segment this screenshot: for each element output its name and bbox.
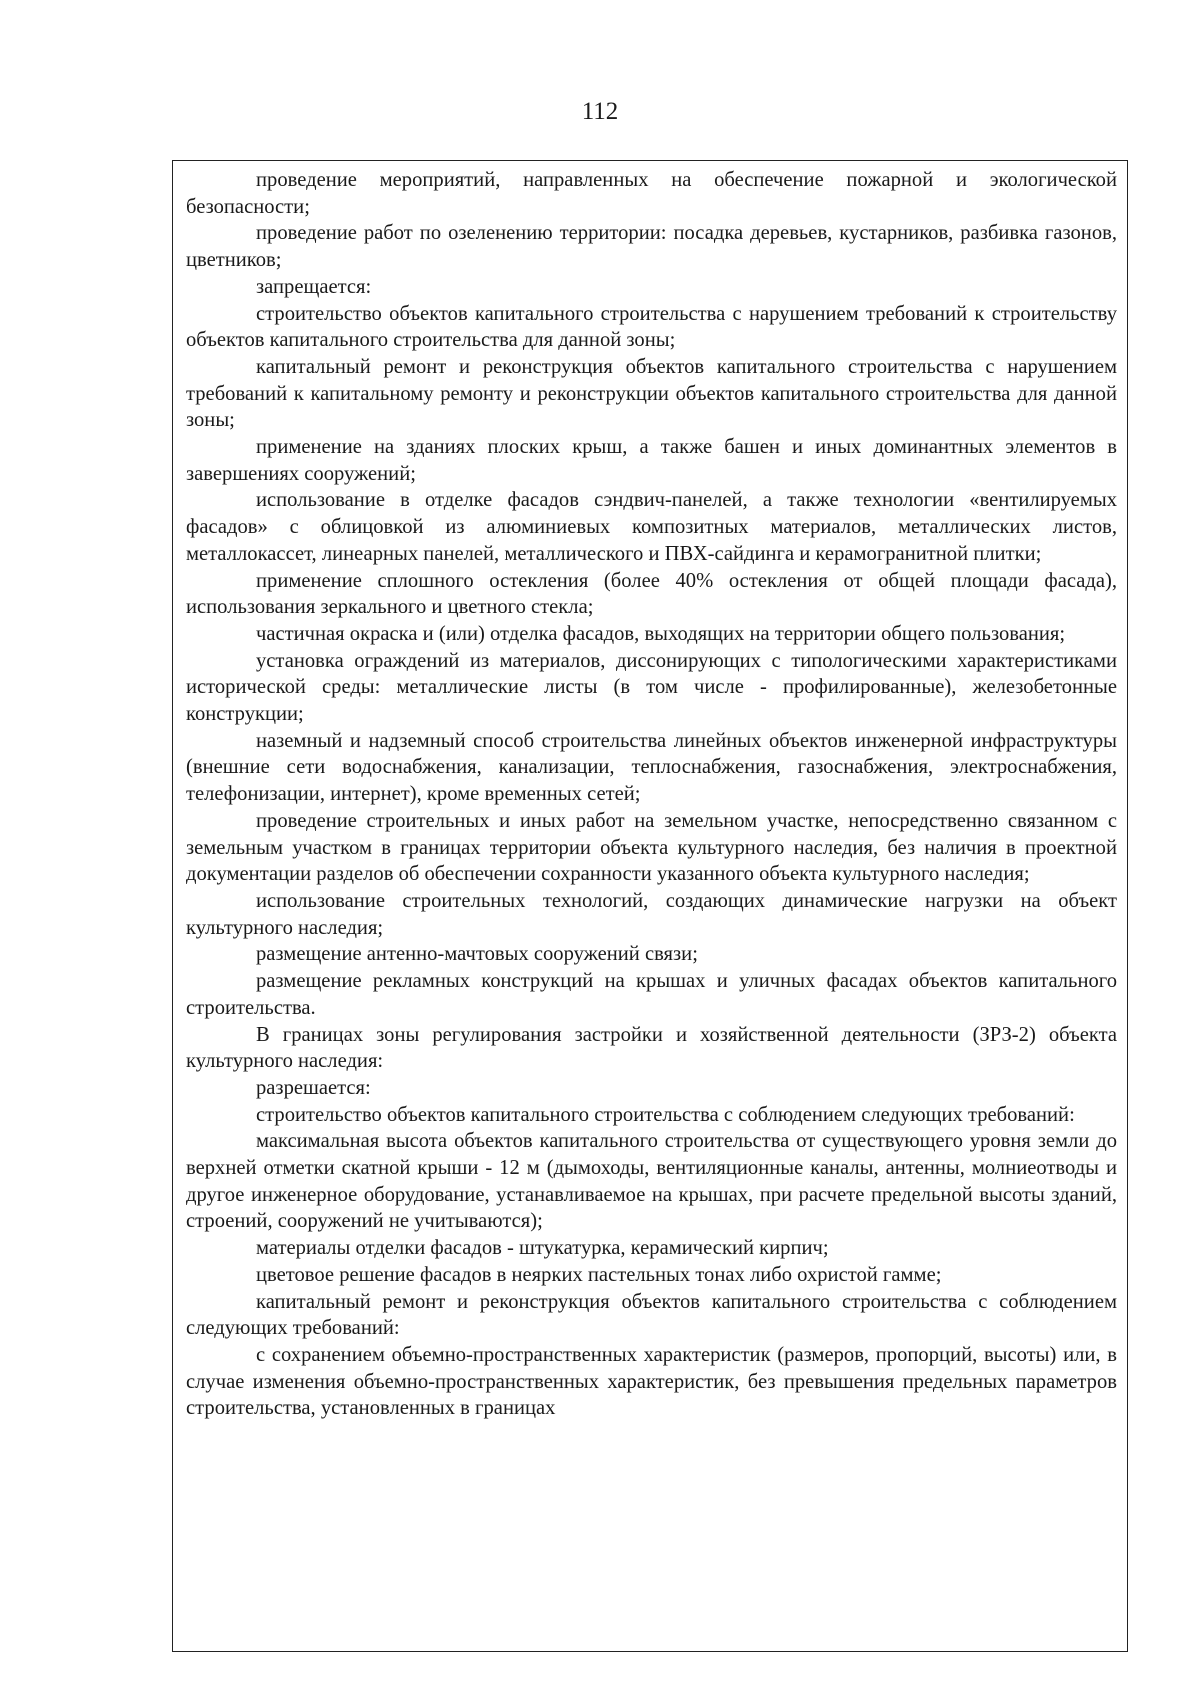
- paragraph: с сохранением объемно-пространственных характеристик (размеров, пропорций, высоты) или, в случае изменения объемно-пространственных характеристик, без превышения предельных параметров строительства, установленных в границах: [186, 1343, 1117, 1420]
- paragraph: строительство объектов капитального строительства с соблюдением следующих требований:: [256, 1103, 1075, 1126]
- paragraph: разрешается:: [256, 1076, 371, 1099]
- paragraph: применение на зданиях плоских крыш, а также башен и иных доминантных элементов в завершениях сооружений;: [186, 436, 1117, 485]
- paragraph: максимальная высота объектов капитального строительства от существующего уровня земли до верхней отметки скатной крыши - 12 м (дымоходы, вентиляционные каналы, антенны, молниеотводы и другое инженерное оборудование, устанавливаемое на крышах, при расчете предельной высоты зданий, строений, сооружений не учитываются);: [186, 1130, 1117, 1233]
- paragraph: запрещается:: [256, 275, 372, 298]
- paragraph: проведение работ по озеленению территории: посадка деревьев, кустарников, разбивка газонов, цветников;: [186, 222, 1117, 272]
- paragraph: размещение рекламных конструкций на крышах и уличных фасадах объектов капитального строительства.: [186, 970, 1117, 1019]
- page-number: 112: [581, 98, 619, 125]
- paragraph: использование строительных технологий, создающих динамические нагрузки на объект культурного наследия;: [186, 889, 1117, 939]
- paragraph: частичная окраска и (или) отделка фасадов, выходящих на территории общего пользования;: [256, 622, 1066, 645]
- paragraph: В границах зоны регулирования застройки и хозяйственной деятельности (ЗРЗ-2) объекта культурного наследия:: [186, 1023, 1117, 1073]
- paragraph: использование в отделке фасадов сэндвич-панелей, а также технологии «вентилируемых фасадов» с облицовкой из алюминиевых композитных материалов, металлических листов, металлокассет, линеарных панелей, металлического и ПВХ-сайдинга и керамогранитной плитки;: [186, 489, 1117, 565]
- paragraph: строительство объектов капитального строительства с нарушением требований к строительству объектов капитального строительства для данной зоны;: [186, 302, 1117, 352]
- paragraph: проведение строительных и иных работ на земельном участке, непосредственно связанном с земельным участком в границах территории объекта культурного наследия, без наличия в проектной документации разделов об обеспечении сохранности указанного объекта культурного наследия;: [186, 809, 1117, 886]
- paragraph: материалы отделки фасадов - штукатурка, керамический кирпич;: [256, 1237, 829, 1260]
- paragraph: капитальный ремонт и реконструкция объектов капитального строительства с нарушением требований к капитальному ремонту и реконструкции объектов капитального строительства для данной зоны;: [186, 355, 1117, 432]
- document-text-frame: [172, 160, 1128, 1652]
- paragraph: установка ограждений из материалов, диссонирующих с типологическими характеристиками исторической среды: металлические листы (в том числе - профилированные), железобетонные конструкции;: [186, 649, 1117, 726]
- paragraph: наземный и надземный способ строительства линейных объектов инженерной инфраструктуры (внешние сети водоснабжения, канализации, теплоснабжения, газоснабжения, электроснабжения, телефонизации, интернет), кроме временных сетей;: [186, 729, 1117, 806]
- paragraph: цветовое решение фасадов в неярких пастельных тонах либо охристой гамме;: [256, 1263, 942, 1286]
- paragraph: применение сплошного остекления (более 40% остекления от общей площади фасада), использования зеркального и цветного стекла;: [186, 569, 1117, 619]
- paragraph: капитальный ремонт и реконструкция объектов капитального строительства с соблюдением следующих требований:: [186, 1290, 1117, 1340]
- paragraph: проведение мероприятий, направленных на обеспечение пожарной и экологической безопасности;: [186, 169, 1117, 218]
- paragraph: размещение антенно-мачтовых сооружений связи;: [256, 943, 698, 966]
